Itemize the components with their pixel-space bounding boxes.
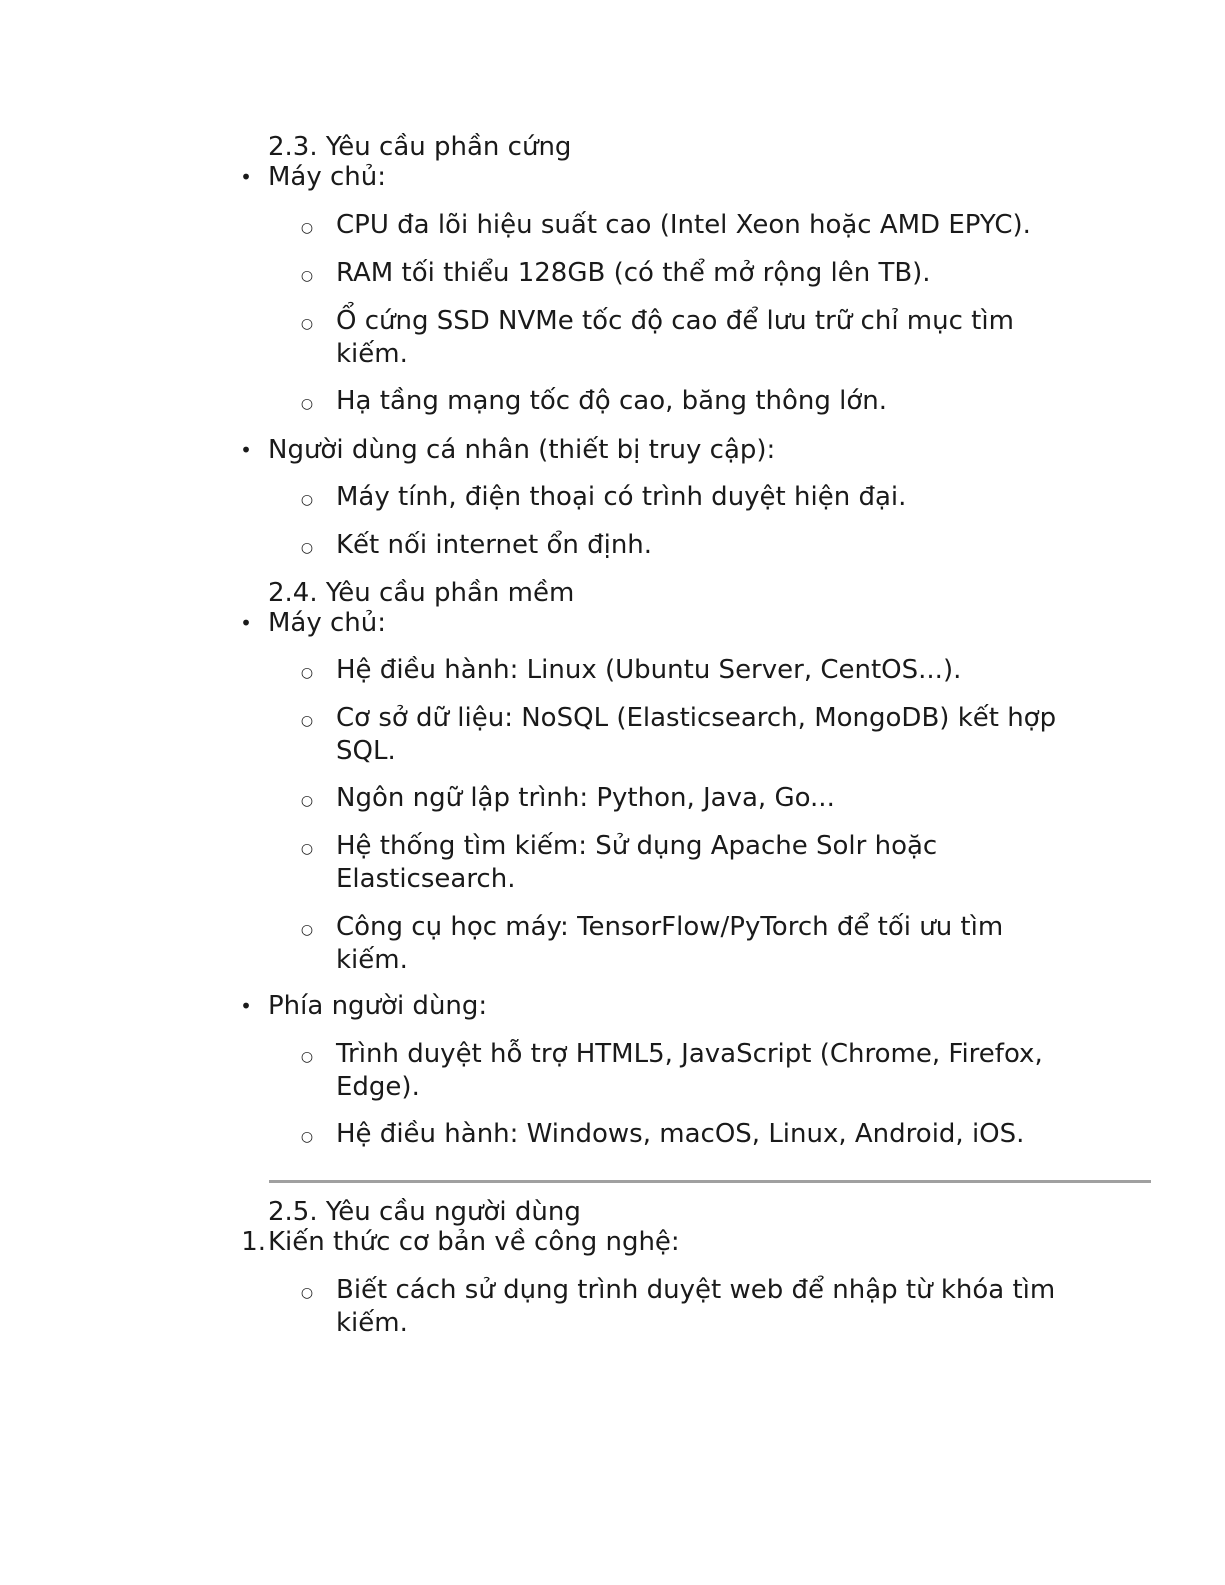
- sub-list-item-text: Hệ điều hành: Linux (Ubuntu Server, CentOS...).: [336, 655, 962, 685]
- sub-list-item: [300, 481, 1076, 514]
- bullet-marker: •: [240, 994, 252, 1018]
- sub-list-item: [300, 385, 1076, 418]
- section-heading-user: 2.5. Yêu cầu người dùng: [268, 1197, 581, 1227]
- sub-bullet-marker: ○: [300, 713, 314, 729]
- horizontal-rule: [269, 1180, 1151, 1183]
- bullet-marker: •: [240, 611, 252, 635]
- sub-list-item: [300, 702, 1076, 768]
- list-item-client-side: [240, 990, 488, 1023]
- sub-list-item-text: CPU đa lõi hiệu suất cao (Intel Xeon hoặc AMD EPYC).: [336, 210, 1031, 240]
- sub-list-item: [300, 1038, 1076, 1104]
- sub-list-item-text: Biết cách sử dụng trình duyệt web để nhập từ khóa tìm kiếm.: [336, 1275, 1056, 1338]
- list-item-label: Kiến thức cơ bản về công nghệ:: [268, 1227, 680, 1257]
- list-item-label: Máy chủ:: [268, 608, 387, 638]
- sub-bullet-marker: ○: [300, 1049, 314, 1065]
- sub-list-item-text: Ngôn ngữ lập trình: Python, Java, Go...: [336, 783, 835, 813]
- sub-list-item-text: Ổ cứng SSD NVMe tốc độ cao để lưu trữ chỉ mục tìm kiếm.: [336, 306, 1014, 369]
- sub-bullet-marker: ○: [300, 220, 314, 236]
- sub-list-item-text: Trình duyệt hỗ trợ HTML5, JavaScript (Chrome, Firefox, Edge).: [336, 1039, 1043, 1102]
- sub-list-item: [300, 209, 1076, 242]
- sub-list-item-text: Kết nối internet ổn định.: [336, 530, 653, 560]
- bullet-marker: •: [240, 165, 252, 189]
- sub-list-item-text: Công cụ học máy: TensorFlow/PyTorch để tối ưu tìm kiếm.: [336, 912, 1004, 975]
- list-item-server: [240, 607, 387, 640]
- list-item-label: Máy chủ:: [268, 162, 387, 192]
- sub-list-item-text: Cơ sở dữ liệu: NoSQL (Elasticsearch, MongoDB) kết hợp SQL.: [336, 703, 1057, 766]
- sub-list-item-text: Hệ thống tìm kiếm: Sử dụng Apache Solr hoặc Elasticsearch.: [336, 831, 938, 894]
- sub-list-item: [300, 305, 1036, 371]
- sub-list-item: [300, 911, 1036, 977]
- sub-list-item: [300, 1274, 1076, 1340]
- sub-bullet-marker: ○: [300, 922, 314, 938]
- sub-list-item: [300, 257, 1076, 290]
- sub-list-item-text: Máy tính, điện thoại có trình duyệt hiện đại.: [336, 482, 907, 512]
- sub-list-item: [300, 654, 1076, 687]
- list-item-label: Người dùng cá nhân (thiết bị truy cập):: [268, 435, 776, 465]
- sub-bullet-marker: ○: [300, 841, 314, 857]
- sub-list-item: [300, 1118, 1076, 1151]
- list-number: 1.: [241, 1227, 266, 1257]
- numbered-list-item: [241, 1226, 680, 1259]
- sub-list-item: [300, 782, 1076, 815]
- sub-bullet-marker: ○: [300, 540, 314, 556]
- bullet-marker: •: [240, 438, 252, 462]
- sub-bullet-marker: ○: [300, 396, 314, 412]
- section-heading-hardware: 2.3. Yêu cầu phần cứng: [268, 132, 572, 162]
- sub-bullet-marker: ○: [300, 793, 314, 809]
- section-heading-software: 2.4. Yêu cầu phần mềm: [268, 578, 575, 608]
- sub-bullet-marker: ○: [300, 492, 314, 508]
- sub-bullet-marker: ○: [300, 1129, 314, 1145]
- list-item-personal-user: [240, 434, 776, 467]
- sub-bullet-marker: ○: [300, 316, 314, 332]
- sub-bullet-marker: ○: [300, 268, 314, 284]
- sub-list-item: [300, 529, 1076, 562]
- sub-list-item-text: Hạ tầng mạng tốc độ cao, băng thông lớn.: [336, 386, 888, 416]
- sub-list-item: [300, 830, 976, 896]
- list-item-server: [240, 161, 387, 194]
- list-item-label: Phía người dùng:: [268, 991, 488, 1021]
- sub-bullet-marker: ○: [300, 665, 314, 681]
- sub-list-item-text: Hệ điều hành: Windows, macOS, Linux, Android, iOS.: [336, 1119, 1025, 1149]
- sub-bullet-marker: ○: [300, 1285, 314, 1301]
- sub-list-item-text: RAM tối thiểu 128GB (có thể mở rộng lên TB).: [336, 258, 931, 288]
